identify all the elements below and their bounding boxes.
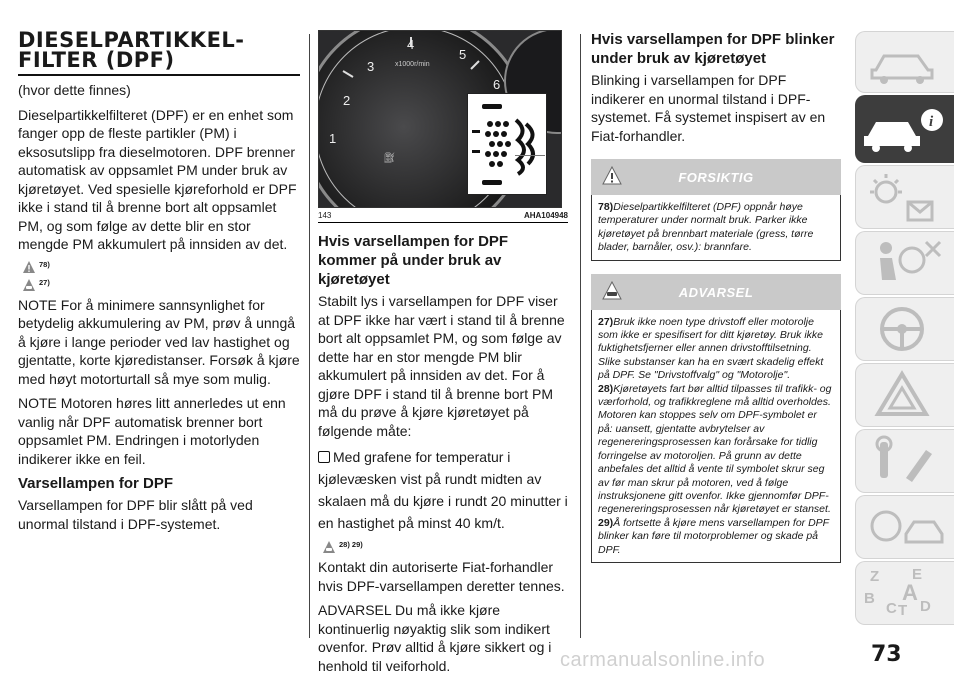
caution-text: Dieselpartikkelfilteret (DPF) oppnår høye temperaturer under normalt bruk. Parker ikke kjøretøyet på brennbart materiale (gress, tørre blader, barnåler, osv.): brannfare. bbox=[598, 201, 814, 254]
dashboard-lights-icon bbox=[856, 166, 954, 228]
page-number: 73 bbox=[871, 642, 902, 667]
reference-78[interactable] bbox=[22, 260, 300, 278]
warning-triangle-icon bbox=[856, 364, 954, 426]
index-letter-t: T bbox=[898, 602, 908, 619]
column-divider-1 bbox=[309, 34, 310, 638]
tab-index[interactable] bbox=[855, 561, 954, 625]
figure-code: AHA104948 bbox=[523, 211, 568, 220]
warning-29-text: Å fortsette å kjøre mens varsellampen for DPF blinker kan føre til motorproblemer og skade på DPF. bbox=[598, 516, 829, 556]
index-letter-z: Z bbox=[870, 568, 880, 585]
wrench-icon bbox=[856, 430, 954, 492]
checkbox-bullet-icon bbox=[318, 451, 330, 463]
steady-lamp-heading: Hvis varsellampen for DPF kommer på under bruk av kjøretøyet bbox=[318, 233, 509, 288]
section-subtitle: (hvor dette finnes) bbox=[18, 82, 131, 98]
car-icon bbox=[856, 32, 954, 92]
caution-number: 78) bbox=[598, 201, 614, 213]
warning-label: ADVARSEL bbox=[678, 284, 754, 300]
gauge-label-6: 6 bbox=[493, 77, 501, 92]
reference-78-label: 78) bbox=[39, 259, 50, 269]
dpf-symbol-inset bbox=[467, 93, 547, 195]
warning-body bbox=[591, 310, 841, 563]
gauge-label-3: 3 bbox=[367, 59, 375, 74]
gauge-label-1: 1 bbox=[329, 131, 337, 146]
tab-car-overview[interactable] bbox=[855, 31, 954, 93]
caution-header bbox=[591, 159, 841, 195]
reference-27-label: 27) bbox=[39, 277, 50, 287]
gauge-label-2: 2 bbox=[343, 93, 351, 108]
section-title: DIESELPARTIKKEL-FILTER (DPF) bbox=[18, 30, 300, 76]
tab-emergency[interactable] bbox=[855, 363, 954, 427]
gauge-label-5: 5 bbox=[459, 47, 467, 62]
tab-technical-data[interactable] bbox=[855, 495, 954, 559]
dpf-warning-icon bbox=[468, 94, 546, 194]
column-1 bbox=[18, 30, 300, 539]
warning-triangle-icon bbox=[22, 260, 36, 274]
tab-car-info[interactable] bbox=[855, 95, 954, 163]
driving-instruction-text: Med grafene for temperatur i kjølevæsken vist på rundt midten av skalaen må du kjøre i rundt 20 minutter i en hastighet på minst 40 km/t. bbox=[318, 449, 568, 531]
warning-header bbox=[591, 274, 841, 310]
tab-maintenance[interactable] bbox=[855, 429, 954, 493]
figure-caption bbox=[318, 211, 568, 223]
instrument-cluster-figure bbox=[318, 30, 562, 208]
caution-label: FORSIKTIG bbox=[678, 170, 754, 185]
index-letter-d: D bbox=[920, 598, 931, 615]
index-letters-icon bbox=[856, 562, 954, 624]
tab-starting-driving[interactable] bbox=[855, 297, 954, 361]
index-letter-e: E bbox=[912, 566, 923, 583]
tab-safety[interactable] bbox=[855, 231, 954, 295]
oil-lamp-icon: ⛽︎ bbox=[383, 153, 396, 164]
dpf-lamp-text: Varsellampen for DPF blir slått på ved unormal tilstand i DPF-systemet. bbox=[18, 497, 253, 532]
car-specs-icon bbox=[856, 496, 954, 558]
car-info-icon bbox=[856, 96, 954, 162]
car-warning-icon bbox=[22, 278, 36, 292]
gauge-unit: x1000r/min bbox=[395, 61, 430, 68]
driving-instruction bbox=[318, 446, 568, 534]
note-2: NOTE Motoren høres litt annerledes ut enn vanlig når DPF automatisk brenner bort oppsamlet PM. Endringen i motorlyden indikerer ikke en feil. bbox=[18, 395, 286, 467]
warning-triangle-icon bbox=[322, 540, 336, 554]
caution-body bbox=[591, 195, 841, 261]
index-letter-a: A bbox=[902, 580, 918, 605]
figure-number: 143 bbox=[318, 211, 332, 220]
index-letter-c: C bbox=[886, 600, 897, 617]
warning-29-number: 29) bbox=[598, 516, 614, 529]
svg-text:i: i bbox=[929, 114, 934, 130]
fuel-gauge-mark bbox=[515, 155, 545, 166]
contact-dealer-text: Kontakt din autoriserte Fiat-forhandler hvis DPF-varsellampen deretter tennes. bbox=[318, 559, 565, 594]
reference-28-29-label: 28) 29) bbox=[339, 540, 363, 549]
tab-dashboard-lights[interactable] bbox=[855, 165, 954, 229]
warning-27-number: 27) bbox=[598, 315, 614, 328]
reference-28-29[interactable] bbox=[322, 540, 568, 558]
dpf-lamp-heading: Varsellampen for DPF bbox=[18, 475, 174, 492]
watermark: carmanualsonline.info bbox=[560, 649, 766, 671]
steady-lamp-text: Stabilt lys i varsellampen for DPF viser at DPF ikke har vært i stand til å brenne bort alt oppsamlet PM, og som følge av dette har en stor mengde PM blir akkumulert på innsiden av det. For å gjøre DPF i stand til å brenne bort PM må du prøve å kjøre kjøretøyet på følgende måte: bbox=[318, 293, 565, 439]
note-1: NOTE For å minimere sannsynlighet for betydelig akkumulering av PM, prøv å unngå å kjøre i lange perioder ved lav hastighet og gjentatte, korte kjøredistanser. Forsøk å kjøre med høyt motorturtall så mye som mulig. bbox=[18, 296, 300, 387]
reference-27[interactable] bbox=[22, 278, 300, 296]
column-3 bbox=[591, 30, 841, 563]
airbag-icon bbox=[856, 232, 954, 294]
blinking-lamp-text: Blinking i varsellampen for DPF indikerer en unormal tilstand i DPF-systemet. Få systemet inspisert av en Fiat-forhandler. bbox=[591, 72, 826, 144]
steering-wheel-icon bbox=[856, 298, 954, 360]
intro-paragraph: Dieselpartikkelfilteret (DPF) er en enhet som fanger opp de fleste partikler (PM) i eksosutslipp fra dieselmotoren. DPF brenner automatisk av oppsamlet PM under bruk av kjøretøyet. Ved spesielle kjøreforhold er DPF ikke i stand til å brenne bort alt oppsamlet PM, og som følge av dette blir en stor mengde PM akkumulert på innsiden av det. bbox=[18, 106, 297, 252]
warning-28-number: 28) bbox=[598, 382, 614, 395]
blinking-lamp-heading: Hvis varsellampen for DPF blinker under bruk av kjøretøyet bbox=[591, 31, 835, 67]
column-divider-2 bbox=[580, 34, 581, 638]
warning-28-text: Kjøretøyets fart bør alltid tilpasses til trafikk- og værforhold, og trafikkreglene må alltid overholdes. Motoren kan stoppes selv om DPF-symbolet er på: uansett, gjentatte avbrytelser av regenereringsprosessen kan forårsake for tidlig forringelse av motoroljen. På grunn av dette anbefales det alltid å vente til symbolet skrur seg av før man skrur på motoren, ved å følge instruksjonene gitt ovenfor. Ikke gjennomfør DPF-regenereringsprosessen når kjøretøyet er stanset. bbox=[598, 382, 832, 516]
warning-27-text: Bruk ikke noen type drivstoff eller motorolje som ikke er spesifisert for ditt kjøretøy. Bruk ikke fuktighetsfjerner eller annen drivstofftilsetning. Slike substanser kan ha en svært skadelig effekt på DPF. Se "Drivstoffvalg" og "Motorolje". bbox=[598, 315, 824, 382]
column-2 bbox=[318, 30, 568, 681]
index-letter-b: B bbox=[864, 590, 875, 607]
advarsel-text: ADVARSEL Du må ikke kjøre kontinuerlig nøyaktig slik som indikert ovenfor. Prøv alltid å kjøre sikkert og i henhold til veiforhold. bbox=[318, 602, 552, 674]
gauge-label-4: 4 bbox=[407, 37, 415, 52]
